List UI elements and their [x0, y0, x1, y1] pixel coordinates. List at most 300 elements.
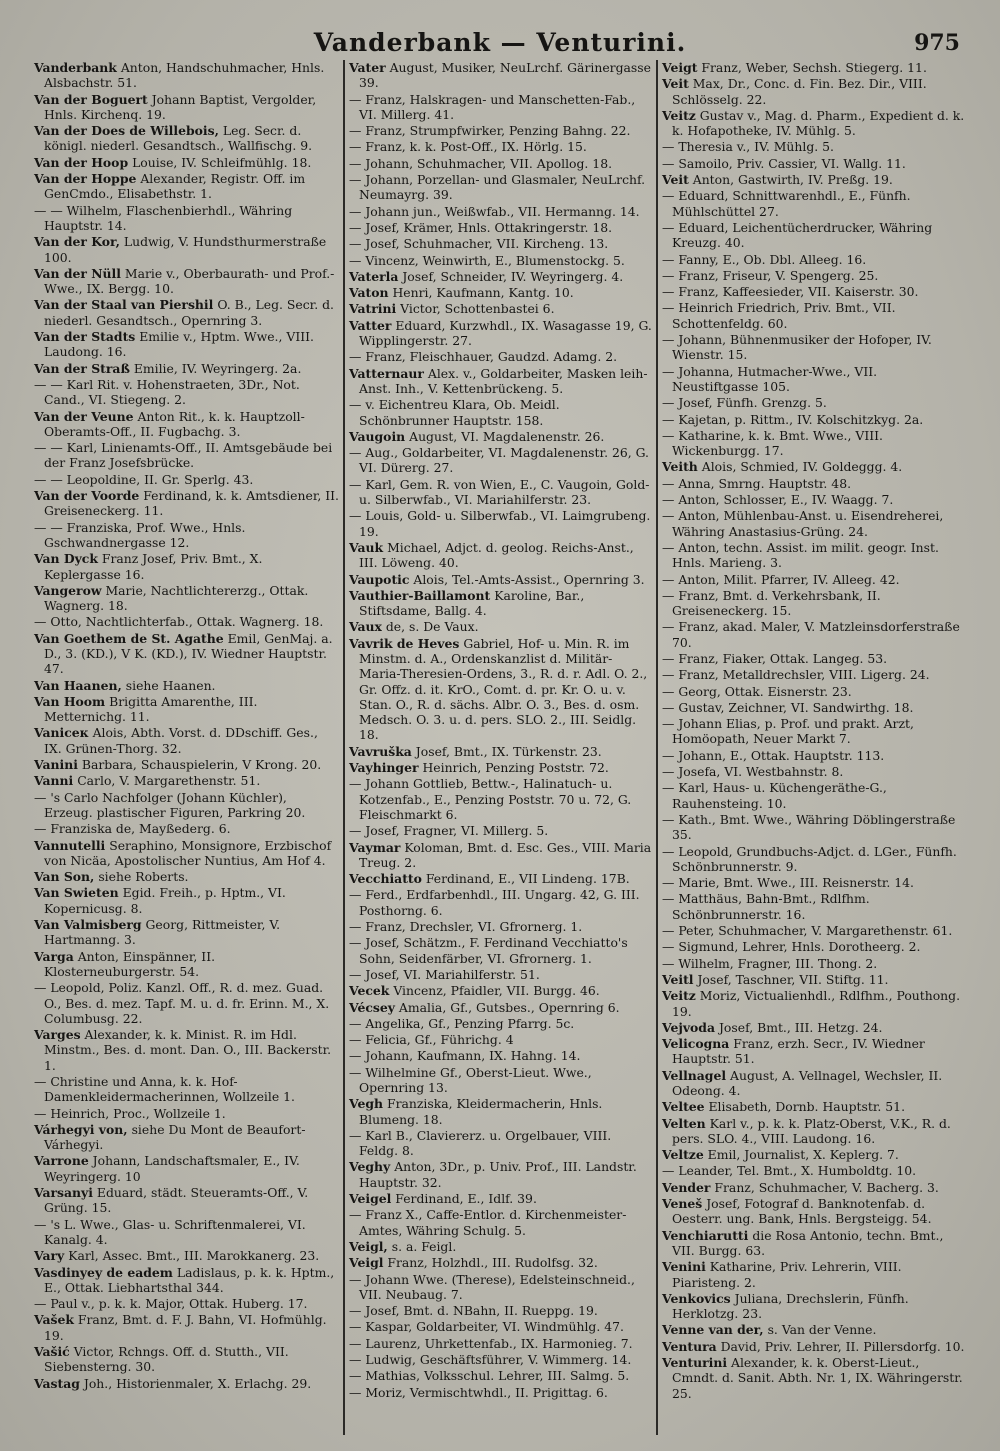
- entry-details: Franz, Bmt. d. F. J. Bahn, VI. Hofmühlg. 19.: [44, 1312, 327, 1343]
- directory-entry: [349, 429, 652, 444]
- entry-details: — Franz, Strumpfwirker, Penzing Bahng. 22.: [349, 123, 631, 139]
- entry-surname: Van der Does de Willebois,: [34, 123, 219, 139]
- entry-details: — Josef, Schuhmacher, VII. Kircheng. 13.: [349, 236, 609, 252]
- directory-entry: [662, 956, 965, 971]
- entry-details: — Josef, Bmt. d. NBahn, II. Rueppg. 19.: [349, 1303, 598, 1319]
- entry-details: Ladislaus, p. k. k. Hptm., E., Ottak. Liebhartsthal 344.: [44, 1264, 335, 1295]
- entry-details: — Josefa, VI. Westbahnstr. 8.: [662, 764, 844, 780]
- entry-details: — Peter, Schuhmacher, V. Margarethenstr. 61.: [662, 923, 953, 939]
- directory-entry: [349, 1016, 652, 1031]
- directory-entry: [34, 123, 339, 154]
- entry-details: Alexander, k. k. Minist. R. im Hdl. Minstm., Bes. d. mont. Dan. O., III. Backerstr. 1.: [44, 1027, 332, 1073]
- entry-details: — Heinrich, Proc., Wollzeile 1.: [34, 1105, 226, 1121]
- directory-entry: [349, 840, 652, 871]
- entry-details: Juliana, Drechslerin, Fünfh. Herklotzg. 23.: [672, 1290, 909, 1322]
- entry-surname: Veith: [662, 459, 698, 475]
- entry-details: — Franz, Fiaker, Ottak. Langeg. 53.: [662, 650, 888, 666]
- entry-details: Marie v., Oberbaurath- und Prof.-Wwe., IX. Bergg. 10.: [44, 265, 335, 297]
- directory-entry: [349, 508, 652, 539]
- entry-details: s. Van der Venne.: [767, 1322, 877, 1338]
- entry-surname: Van der Veune: [34, 408, 134, 424]
- entry-details: Josef, Schneider, IV. Weyringerg. 4.: [402, 268, 624, 284]
- entry-details: — Kajetan, p. Rittm., IV. Kolschitzkyg. 2a.: [662, 411, 924, 427]
- directory-entry: [662, 508, 965, 539]
- entry-details: siehe Du Mont de Beaufort-Várhegyi.: [44, 1121, 306, 1153]
- entry-surname: Veitl: [662, 971, 694, 987]
- directory-entry: [662, 412, 965, 427]
- directory-entry: [349, 760, 652, 775]
- entry-details: Alexander, k. k. Oberst-Lieut., Cmndt. d. Sanit. Abth. Nr. 1, IX. Währingerstr. 25.: [672, 1355, 963, 1401]
- directory-entry: [662, 764, 965, 779]
- directory-entry: [349, 123, 652, 138]
- entry-details: Johann, Landschaftsmaler, E., IV. Weyringerg. 10: [44, 1153, 300, 1184]
- directory-entry: [34, 329, 339, 360]
- directory-entry: [662, 364, 965, 395]
- entry-details: Emil, Journalist, X. Keplerg. 7.: [707, 1147, 899, 1163]
- directory-entry: [34, 838, 339, 869]
- directory-entry: [349, 366, 652, 397]
- directory-entry: [34, 440, 339, 471]
- directory-entry: [34, 92, 339, 123]
- entry-details: — Franz, Friseur, V. Spengerg. 25.: [662, 267, 879, 283]
- entry-details: — Franz X., Caffe-Entlor. d. Kirchenmeister-Amtes, Währing Schulg. 5.: [349, 1207, 627, 1238]
- directory-entry: [349, 1032, 652, 1047]
- directory-entry: [349, 220, 652, 235]
- directory-entry: [662, 844, 965, 875]
- directory-entry: [34, 1296, 339, 1311]
- entry-details: — Eduard, Leichentücherdrucker, Währing Kreuzg. 40.: [662, 219, 933, 251]
- directory-columns: [30, 60, 970, 1435]
- directory-entry: [349, 540, 652, 571]
- directory-entry: [349, 1048, 652, 1063]
- directory-entry: [662, 284, 965, 299]
- entry-surname: Vavrik de Heves: [349, 635, 460, 651]
- entry-details: — Franziska de, Mayßederg. 6.: [34, 821, 231, 837]
- directory-entry: [662, 1116, 965, 1147]
- directory-entry: [349, 871, 652, 886]
- directory-entry: [662, 76, 965, 107]
- directory-entry: [34, 1265, 339, 1296]
- entry-surname: Veit: [662, 172, 689, 188]
- entry-details: David, Priv. Lehrer, II. Pillersdorfg. 10.: [720, 1338, 965, 1354]
- directory-entry: [34, 377, 339, 408]
- directory-entry: [662, 748, 965, 763]
- entry-details: Anton, Gastwirth, IV. Preßg. 19.: [692, 172, 893, 188]
- entry-surname: Veigt: [662, 60, 698, 75]
- entry-surname: Vanderbank: [34, 60, 117, 75]
- directory-entry: [662, 891, 965, 922]
- directory-entry: [34, 203, 339, 234]
- entry-details: Emil, GenMaj. a. D., 3. (KD.), V K. (KD.), IV. Wiedner Hauptstr. 47.: [44, 630, 333, 677]
- entry-details: Henri, Kaufmann, Kantg. 10.: [392, 285, 574, 301]
- directory-entry: [349, 1352, 652, 1367]
- directory-entry: [34, 773, 339, 788]
- entry-surname: Veigl,: [349, 1238, 388, 1254]
- directory-entry: [349, 349, 652, 364]
- entry-details: Heinrich, Penzing Poststr. 72.: [422, 760, 609, 776]
- directory-entry: [662, 1099, 965, 1114]
- entry-surname: Vaupotic: [349, 571, 410, 587]
- entry-details: Gabriel, Hof- u. Min. R. im Minstm. d. A., Ordenskanzlist d. Militär-Maria-Theresien-Ordens, 3., R. d. r. Adl. O. 2., Gr. Offz. d. it. KrO., Comt. d. pr. Kr. O. u. v. Stan. O., R. d. sächs. Albr. O. 3., Bes. d. osm. Medsch. O. 3. u. d. pers. SLO. 2., III. Seidlg. 18.: [359, 635, 648, 743]
- entry-details: Amalia, Gf., Gutsbes., Opernring 6.: [398, 999, 620, 1015]
- entry-surname: Van der Staal van Piershil: [34, 297, 214, 313]
- directory-entry: [34, 1074, 339, 1105]
- directory-entry: [349, 253, 652, 268]
- directory-entry: [349, 1368, 652, 1383]
- entry-details: — — Leopoldine, II. Gr. Sperlg. 43.: [34, 471, 254, 487]
- entry-surname: Van Swieten: [34, 885, 119, 901]
- entry-surname: Veit: [662, 76, 689, 92]
- entry-surname: Veghy: [349, 1159, 391, 1175]
- entry-details: Johann Baptist, Vergolder, Hnls. Kirchenq. 19.: [44, 91, 317, 122]
- entry-surname: Varga: [34, 948, 74, 964]
- entry-surname: Vanini: [34, 757, 78, 773]
- directory-entry: [349, 445, 652, 476]
- entry-details: — Laurenz, Uhrkettenfab., IX. Harmonieg. 7.: [349, 1335, 633, 1351]
- entry-details: — Matthäus, Bahn-Bmt., Rdlfhm. Schönbrunnerstr. 16.: [662, 891, 870, 922]
- directory-entry: [34, 869, 339, 884]
- directory-entry: [349, 776, 652, 822]
- directory-entry: [34, 917, 339, 948]
- entry-details: Seraphino, Monsignore, Erzbischof von Nicäa, Apostolischer Nuntius, Am Hof 4.: [44, 837, 332, 868]
- directory-entry: [34, 234, 339, 265]
- entry-surname: Van der Voorde: [34, 488, 140, 504]
- directory-entry: [34, 980, 339, 1026]
- directory-entry: [349, 887, 652, 918]
- entry-surname: Van Hoom: [34, 693, 106, 709]
- entry-surname: Vaton: [349, 285, 389, 301]
- entry-surname: Vavruška: [349, 743, 412, 759]
- entry-details: Anton, Handschuhmacher, Hnls. Alsbachstr. 51.: [44, 60, 325, 91]
- entry-details: Ferdinand, E., Idlf. 39.: [395, 1191, 537, 1207]
- entry-surname: Van Goethem de St. Agathe: [34, 630, 224, 646]
- directory-entry: [34, 155, 339, 170]
- entry-details: — Josef, Schätzm., F. Ferdinand Vecchiatto's Sohn, Seidenfärber, VI. Gfrornerg. 1.: [349, 935, 628, 966]
- running-head: [0, 24, 1000, 64]
- directory-column-middle: [343, 60, 656, 1435]
- entry-surname: Vaymar: [349, 839, 401, 855]
- entry-surname: Varsanyi: [34, 1185, 93, 1201]
- entry-details: — Kath., Bmt. Wwe., Währing Döblingerstraße 35.: [662, 811, 956, 843]
- entry-details: — Wilhelm, Fragner, III. Thong. 2.: [662, 955, 878, 971]
- entry-details: siehe Roberts.: [98, 869, 189, 885]
- entry-details: Franz, Weber, Sechsh. Stiegerg. 11.: [701, 60, 927, 75]
- entry-details: Karoline, Bar., Stiftsdame, Ballg. 4.: [359, 587, 585, 619]
- directory-entry: [34, 297, 339, 328]
- entry-surname: Vasdinyey de eadem: [34, 1264, 173, 1280]
- entry-details: — Johann Wwe. (Therese), Edelsteinschneid., VII. Neubaug. 7.: [349, 1271, 635, 1302]
- running-head-title: Vanderbank — Venturini.: [313, 28, 687, 57]
- entry-details: Karl, Assec. Bmt., III. Marokkanerg. 23.: [68, 1248, 320, 1264]
- entry-details: Anton, 3Dr., p. Univ. Prof., III. Landstr. Hauptstr. 32.: [359, 1159, 637, 1190]
- entry-details: — Johann jun., Weißwfab., VII. Hermanng. 14.: [349, 203, 640, 219]
- entry-details: — Anton, Mühlenbau-Anst. u. Eisendreherei, Währing Anastasius-Grüng. 24.: [662, 508, 944, 539]
- directory-entry: [34, 885, 339, 916]
- directory-entry: [662, 684, 965, 699]
- entry-details: s. a. Feigl.: [391, 1238, 457, 1254]
- directory-entry: [34, 361, 339, 376]
- entry-details: Franziska, Kleidermacherin, Hnls. Blumeng. 18.: [359, 1096, 603, 1127]
- directory-entry: [662, 139, 965, 154]
- entry-details: — Aug., Goldarbeiter, VI. Magdalenenstr. 26, G. VI. Dürerg. 27.: [349, 445, 649, 476]
- directory-entry: [662, 1163, 965, 1178]
- entry-surname: Veltze: [662, 1147, 704, 1163]
- entry-details: — Eduard, Schnittwarenhdl., E., Fünfh. Mühlschüttel 27.: [662, 188, 911, 219]
- directory-entry: [34, 1122, 339, 1153]
- directory-entry: [34, 1344, 339, 1375]
- entry-details: — Leopold, Poliz. Kanzl. Off., R. d. mez. Guad. O., Bes. d. mez. Tapf. M. u. d. fr. Erinn. M., X. Columbusg. 22.: [34, 980, 330, 1026]
- directory-entry: [34, 583, 339, 614]
- directory-entry: [349, 92, 652, 123]
- directory-entry: [662, 156, 965, 171]
- entry-details: — — Franziska, Prof. Wwe., Hnls. Gschwandnergasse 12.: [34, 519, 246, 550]
- entry-details: — Franz, Metalldrechsler, VIII. Ligerg. 24.: [662, 667, 930, 683]
- directory-entry: [662, 1180, 965, 1195]
- directory-entry: [349, 477, 652, 508]
- entry-surname: Venini: [662, 1259, 706, 1275]
- entry-details: Leg. Secr. d. königl. niederl. Gesandtsch., Wallfischg. 9.: [44, 123, 313, 154]
- entry-details: — Paul v., p. k. k. Major, Ottak. Huberg. 17.: [34, 1296, 308, 1312]
- directory-entry: [662, 395, 965, 410]
- directory-entry: [662, 268, 965, 283]
- entry-surname: Vannutelli: [34, 837, 106, 853]
- entry-details: Max, Dr., Conc. d. Fin. Bez. Dir., VIII. Schlösselg. 22.: [672, 76, 927, 107]
- entry-details: — Moriz, Vermischtwhdl., II. Prigittag. 6.: [349, 1384, 608, 1400]
- entry-surname: Vary: [34, 1248, 65, 1264]
- directory-entry: [662, 972, 965, 987]
- directory-entry: [662, 108, 965, 139]
- directory-entry: [662, 1196, 965, 1227]
- entry-details: — Franz, Drechsler, VI. Gfrornerg. 1.: [349, 919, 583, 935]
- entry-details: Ferdinand, k. k. Amtsdiener, II. Greiseneckerg. 11.: [44, 488, 339, 519]
- directory-entry: [34, 949, 339, 980]
- directory-entry: [349, 204, 652, 219]
- directory-entry: [349, 301, 652, 316]
- entry-details: — Gustav, Zeichner, VI. Sandwirthg. 18.: [662, 699, 914, 715]
- entry-details: Egid. Freih., p. Hptm., VI. Kopernicusg. 8.: [44, 885, 286, 916]
- entry-details: August, VI. Magdalenenstr. 26.: [409, 428, 605, 444]
- directory-entry: [349, 397, 652, 428]
- directory-entry: [662, 1259, 965, 1290]
- entry-surname: Van der Stadts: [34, 329, 136, 345]
- entry-details: — Felicia, Gf., Führichg. 4: [349, 1032, 514, 1048]
- directory-entry: [349, 588, 652, 619]
- entry-details: — Wilhelmine Gf., Oberst-Lieut. Wwe., Opernring 13.: [349, 1064, 592, 1095]
- directory-entry: [34, 266, 339, 297]
- directory-entry: [349, 1000, 652, 1015]
- directory-entry: [349, 236, 652, 251]
- directory-entry: [34, 1312, 339, 1343]
- entry-details: — Anton, Milit. Pfarrer, IV. Alleeg. 42.: [662, 571, 900, 587]
- directory-entry: [34, 1106, 339, 1121]
- entry-surname: Veneš: [662, 1196, 703, 1212]
- directory-entry: [349, 619, 652, 634]
- entry-details: — Johann, E., Ottak. Hauptstr. 113.: [662, 747, 885, 763]
- entry-details: — Sigmund, Lehrer, Hnls. Dorotheerg. 2.: [662, 939, 921, 955]
- entry-details: — Josef, Fragner, VI. Millerg. 5.: [349, 823, 549, 839]
- directory-entry: [662, 812, 965, 843]
- entry-surname: Vašek: [34, 1312, 74, 1328]
- entry-surname: Veitz: [662, 988, 696, 1004]
- directory-entry: [34, 409, 339, 440]
- entry-details: Eduard, städt. Steueramts-Off., V. Grüng. 15.: [44, 1185, 309, 1216]
- entry-details: Alex. v., Goldarbeiter, Masken leih-Anst. Inh., V. Kettenbrückeng. 5.: [359, 365, 648, 396]
- entry-details: — Mathias, Volksschul. Lehrer, III. Salmg. 5.: [349, 1368, 630, 1384]
- entry-details: Karl v., p. k. k. Platz-Oberst, V.K., R. d. pers. SLO. 4., VIII. Laudong. 16.: [672, 1115, 951, 1146]
- directory-entry: [662, 988, 965, 1019]
- entry-surname: Van Haanen,: [34, 677, 122, 693]
- entry-details: — Franz, Halskragen- und Manschetten-Fab., VI. Millerg. 41.: [349, 91, 636, 122]
- directory-entry: [34, 520, 339, 551]
- entry-surname: Vanni: [34, 773, 74, 789]
- entry-details: Marie, Nachtlichtererzg., Ottak. Wagnerg. 18.: [44, 582, 309, 614]
- directory-entry: [662, 172, 965, 187]
- directory-entry: [349, 285, 652, 300]
- entry-details: — Fanny, E., Ob. Dbl. Alleeg. 16.: [662, 251, 867, 267]
- entry-details: Moriz, Victualienhdl., Rdlfhm., Pouthong. 19.: [672, 988, 961, 1019]
- directory-entry: [662, 588, 965, 619]
- entry-details: Josef, Taschner, VII. Stiftg. 11.: [697, 971, 889, 987]
- entry-surname: Van der Straß: [34, 360, 130, 376]
- directory-entry: [34, 790, 339, 821]
- entry-details: — Franz, Fleischhauer, Gaudzd. Adamg. 2.: [349, 349, 618, 365]
- directory-entry: [662, 1339, 965, 1354]
- directory-entry: [349, 60, 652, 91]
- entry-details: Emilie, IV. Weyringerg. 2a.: [133, 360, 302, 376]
- entry-details: Anton, Einspänner, II. Klosterneuburgerstr. 54.: [44, 948, 216, 979]
- entry-surname: Vater: [349, 60, 386, 75]
- entry-surname: Vejvoda: [662, 1019, 715, 1035]
- directory-entry: [349, 636, 652, 743]
- entry-details: — Franz, Kaffeesieder, VII. Kaiserstr. 30.: [662, 284, 919, 300]
- directory-entry: [34, 488, 339, 519]
- directory-entry: [662, 428, 965, 459]
- entry-details: de, s. De Vaux.: [385, 619, 479, 635]
- entry-details: — Anton, techn. Assist. im milit. geogr. Inst. Hnls. Marieng. 3.: [662, 539, 939, 571]
- entry-details: Josef, Fotograf d. Banknotenfab. d. Oesterr. ung. Bank, Hnls. Bergsteigg. 54.: [672, 1196, 932, 1227]
- directory-entry: [34, 821, 339, 836]
- directory-entry: [34, 1217, 339, 1248]
- entry-surname: Van Valmisberg: [34, 917, 142, 933]
- directory-entry: [349, 935, 652, 966]
- entry-details: — 's Carlo Nachfolger (Johann Küchler), Erzeug. plastischer Figuren, Parkring 20.: [34, 789, 306, 820]
- entry-surname: Van der Hoop: [34, 154, 129, 170]
- directory-entry: [349, 983, 652, 998]
- entry-details: Katharine, Priv. Lehrerin, VIII. Piaristeng. 2.: [672, 1259, 902, 1290]
- directory-entry: [349, 1159, 652, 1190]
- entry-details: Barbara, Schauspielerin, V Krong. 20.: [81, 757, 322, 773]
- entry-surname: Vaux: [349, 619, 382, 635]
- directory-entry: [349, 1207, 652, 1238]
- entry-details: — Franz, k. k. Post-Off., IX. Hörlg. 15.: [349, 139, 587, 155]
- entry-details: — Johann Gottlieb, Bettw.-, Halinatuch- u. Kotzenfab., E., Penzing Poststr. 70 u. 72, G. Fleischmarkt 6.: [349, 776, 632, 822]
- entry-details: — Katharine, k. k. Bmt. Wwe., VIII. Wickenburgg. 17.: [662, 427, 883, 459]
- directory-entry: [34, 1248, 339, 1263]
- entry-details: — Christine und Anna, k. k. Hof-Damenkleidermacherinnen, Wollzeile 1.: [34, 1074, 295, 1105]
- entry-surname: Venkovics: [662, 1290, 731, 1306]
- directory-entry: [349, 1336, 652, 1351]
- entry-details: — Anton, Schlosser, E., IV. Waagg. 7.: [662, 492, 894, 508]
- directory-entry: [662, 875, 965, 890]
- directory-entry: [662, 476, 965, 491]
- directory-entry: [662, 1020, 965, 1035]
- directory-entry: [349, 572, 652, 587]
- entry-surname: Veltee: [662, 1099, 705, 1115]
- entry-surname: Varrone: [34, 1153, 89, 1169]
- directory-entry: [662, 220, 965, 251]
- entry-details: — Louis, Gold- u. Silberwfab., VI. Laimgrubeng. 19.: [349, 508, 651, 539]
- entry-details: Michael, Adjct. d. geolog. Reichs-Anst., III. Löweng. 40.: [359, 539, 634, 571]
- entry-details: — Otto, Nachtlichterfab., Ottak. Wagnerg. 18.: [34, 614, 324, 630]
- entry-details: — Angelika, Gf., Penzing Pfarrg. 5c.: [349, 1015, 575, 1031]
- directory-entry: [662, 572, 965, 587]
- directory-entry: [662, 780, 965, 811]
- directory-column-right: [656, 60, 969, 1435]
- entry-details: — Theresia v., IV. Mühlg. 5.: [662, 139, 834, 155]
- directory-entry: [662, 1355, 965, 1401]
- entry-details: — — Karl, Linienamts-Off., II. Amtsgebäude bei der Franz Josefsbrücke.: [34, 440, 333, 471]
- entry-details: — Johann, Porzellan- und Glasmaler, NeuLrchf. Neumayrg. 39.: [349, 172, 646, 203]
- entry-details: Franz, Schuhmacher, V. Bacherg. 3.: [714, 1179, 939, 1195]
- entry-surname: Vatternaur: [349, 365, 424, 381]
- entry-details: Carlo, V. Margarethenstr. 51.: [77, 773, 261, 789]
- entry-details: die Rosa Antonio, techn. Bmt., VII. Burgg. 63.: [672, 1227, 944, 1258]
- entry-surname: Veitz: [662, 107, 696, 123]
- entry-details: — — Wilhelm, Flaschenbierhdl., Währing Hauptstr. 14.: [34, 202, 293, 233]
- directory-entry: [34, 614, 339, 629]
- entry-surname: Vaterla: [349, 268, 399, 284]
- entry-surname: Venchiarutti: [662, 1227, 749, 1243]
- directory-entry: [662, 716, 965, 747]
- entry-details: Brigitta Amarenthe, III. Metternichg. 11.: [44, 693, 258, 725]
- entry-surname: Vegh: [349, 1096, 384, 1112]
- entry-details: — Johann, Schuhmacher, VII. Apollog. 18.: [349, 155, 613, 171]
- entry-details: — Leopold, Grundbuchs-Adjct. d. LGer., Fünfh. Schönbrunnerstr. 9.: [662, 843, 957, 874]
- directory-entry: [34, 1376, 339, 1391]
- directory-entry: [662, 60, 965, 75]
- entry-details: Anton Rit., k. k. Hauptzoll-Oberamts-Off., II. Fugbachg. 3.: [44, 408, 305, 439]
- entry-details: Elisabeth, Dornb. Hauptstr. 51.: [708, 1099, 906, 1115]
- entry-details: Franz, Holzhdl., III. Rudolfsg. 32.: [387, 1255, 598, 1271]
- entry-surname: Veigl: [349, 1255, 384, 1271]
- entry-details: — Karl B., Claviererz. u. Orgelbauer, VIII. Feldg. 8.: [349, 1127, 612, 1159]
- directory-entry: [34, 171, 339, 202]
- entry-details: — Franz, Bmt. d. Verkehrsbank, II. Greiseneckerg. 15.: [662, 587, 881, 619]
- entry-surname: Vellnagel: [662, 1067, 727, 1083]
- entry-surname: Ventura: [662, 1338, 717, 1354]
- directory-entry: [662, 332, 965, 363]
- directory-entry: [34, 725, 339, 756]
- entry-details: — 's L. Wwe., Glas- u. Schriftenmalerei, VI. Kanalg. 4.: [34, 1216, 306, 1247]
- directory-entry: [349, 1319, 652, 1334]
- entry-details: — Johann, Kaufmann, IX. Hahng. 14.: [349, 1048, 581, 1064]
- entry-surname: Van der Boguert: [34, 91, 148, 107]
- directory-entry: [34, 1027, 339, 1073]
- entry-surname: Varges: [34, 1027, 81, 1043]
- entry-surname: Vayhinger: [349, 760, 419, 776]
- directory-entry: [349, 1272, 652, 1303]
- directory-entry: [349, 1303, 652, 1318]
- entry-surname: Vécsey: [349, 999, 395, 1015]
- entry-details: — Ferd., Erdfarbenhdl., III. Ungarg. 42, G. III. Posthorng. 6.: [349, 887, 640, 918]
- directory-entry: [349, 139, 652, 154]
- entry-surname: Velten: [662, 1115, 706, 1131]
- directory-entry: [662, 619, 965, 650]
- entry-surname: Vatter: [349, 317, 392, 333]
- directory-entry: [349, 269, 652, 284]
- entry-details: Eduard, Kurzwhdl., IX. Wasagasse 19, G. Wipplingerstr. 27.: [359, 317, 652, 349]
- entry-details: Gustav v., Mag. d. Pharm., Expedient d. k. k. Hofapotheke, IV. Mühlg. 5.: [672, 107, 965, 139]
